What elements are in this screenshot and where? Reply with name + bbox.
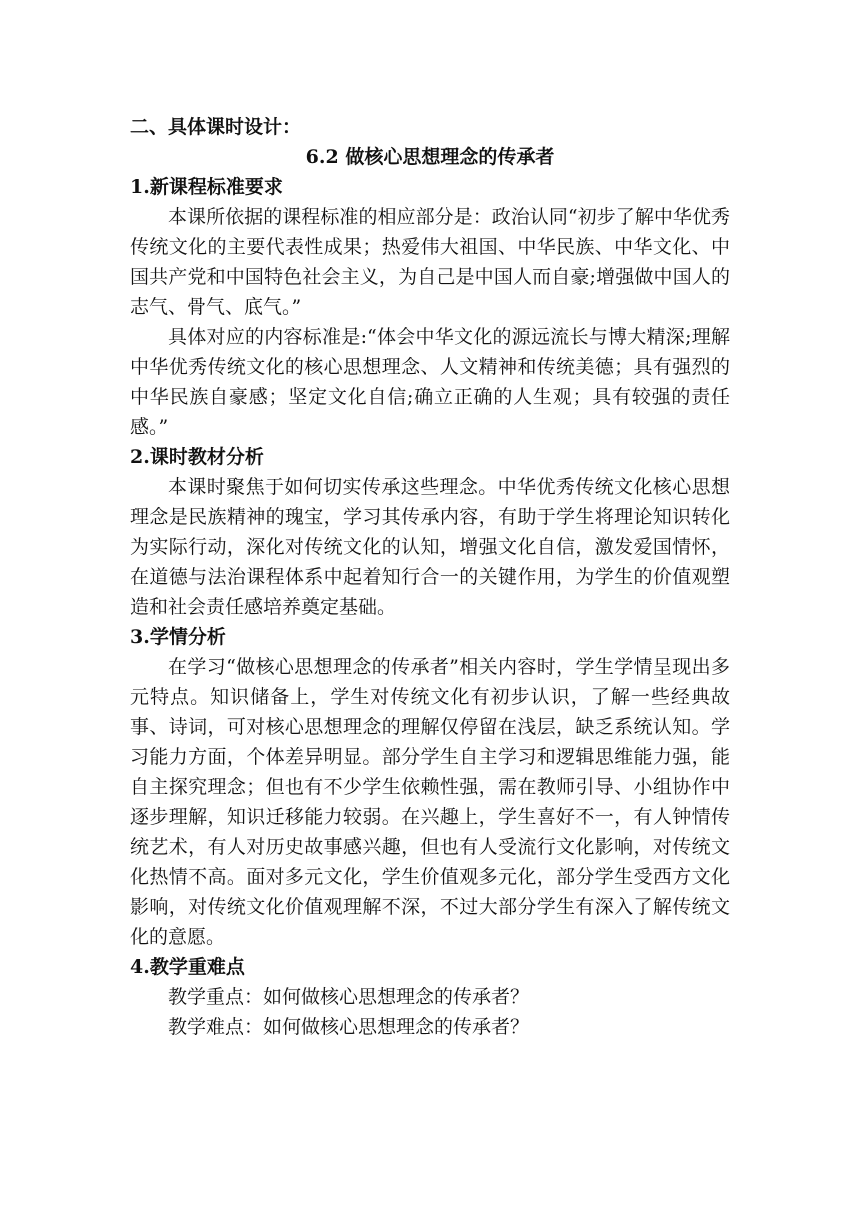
document-page xyxy=(130,112,730,1042)
section-title-standards: 1.新课程标准要求 xyxy=(130,176,283,198)
section-title-textbook-analysis: 2.课时教材分析 xyxy=(130,446,264,468)
paragraph-key-point: 教学重点：如何做核心思想理念的传承者？ xyxy=(168,986,530,1008)
paragraph-standards-1: 本课所依据的课程标准的相应部分是：政治认同“初步了解中华优秀传统文化的主要代表性成果；热爱伟大祖国、中华民族、中华文化、中国共产党和中国特色社会主义，为自己是中国人而自豪;增强做中国人的志气、骨气、底气。” xyxy=(130,206,730,318)
section-title-key-points: 4.教学重难点 xyxy=(130,956,245,978)
section-title-student-analysis: 3.学情分析 xyxy=(130,626,226,648)
paragraph-difficult-point: 教学难点：如何做核心思想理念的传承者？ xyxy=(168,1016,530,1038)
lesson-title: 6.2 做核心思想理念的传承者 xyxy=(305,146,555,168)
section-heading: 二、具体课时设计： xyxy=(130,116,302,138)
paragraph-textbook-analysis: 本课时聚焦于如何切实传承这些理念。中华优秀传统文化核心思想理念是民族精神的瑰宝，学习其传承内容，有助于学生将理论知识转化为实际行动，深化对传统文化的认知，增强文化自信，激发爱国情怀，在道德与法治课程体系中起着知行合一的关键作用，为学生的价值观塑造和社会责任感培养奠定基础。 xyxy=(130,476,730,618)
paragraph-standards-2: 具体对应的内容标准是:“体会中华文化的源远流长与博大精深;理解中华优秀传统文化的核心思想理念、人文精神和传统美德；具有强烈的中华民族自豪感；坚定文化自信;确立正确的人生观；具有较强的责任感。” xyxy=(130,326,730,438)
paragraph-student-analysis: 在学习“做核心思想理念的传承者”相关内容时，学生学情呈现出多元特点。知识储备上，学生对传统文化有初步认识，了解一些经典故事、诗词，可对核心思想理念的理解仅停留在浅层，缺乏系统认知。学习能力方面，个体差异明显。部分学生自主学习和逻辑思维能力强，能自主探究理念；但也有不少学生依赖性强，需在教师引导、小组协作中逐步理解，知识迁移能力较弱。在兴趣上，学生喜好不一，有人钟情传统艺术，有人对历史故事感兴趣，但也有人受流行文化影响，对传统文化热情不高。面对多元文化，学生价值观多元化，部分学生受西方文化影响，对传统文化价值观理解不深，不过大部分学生有深入了解传统文化的意愿。 xyxy=(130,656,730,948)
